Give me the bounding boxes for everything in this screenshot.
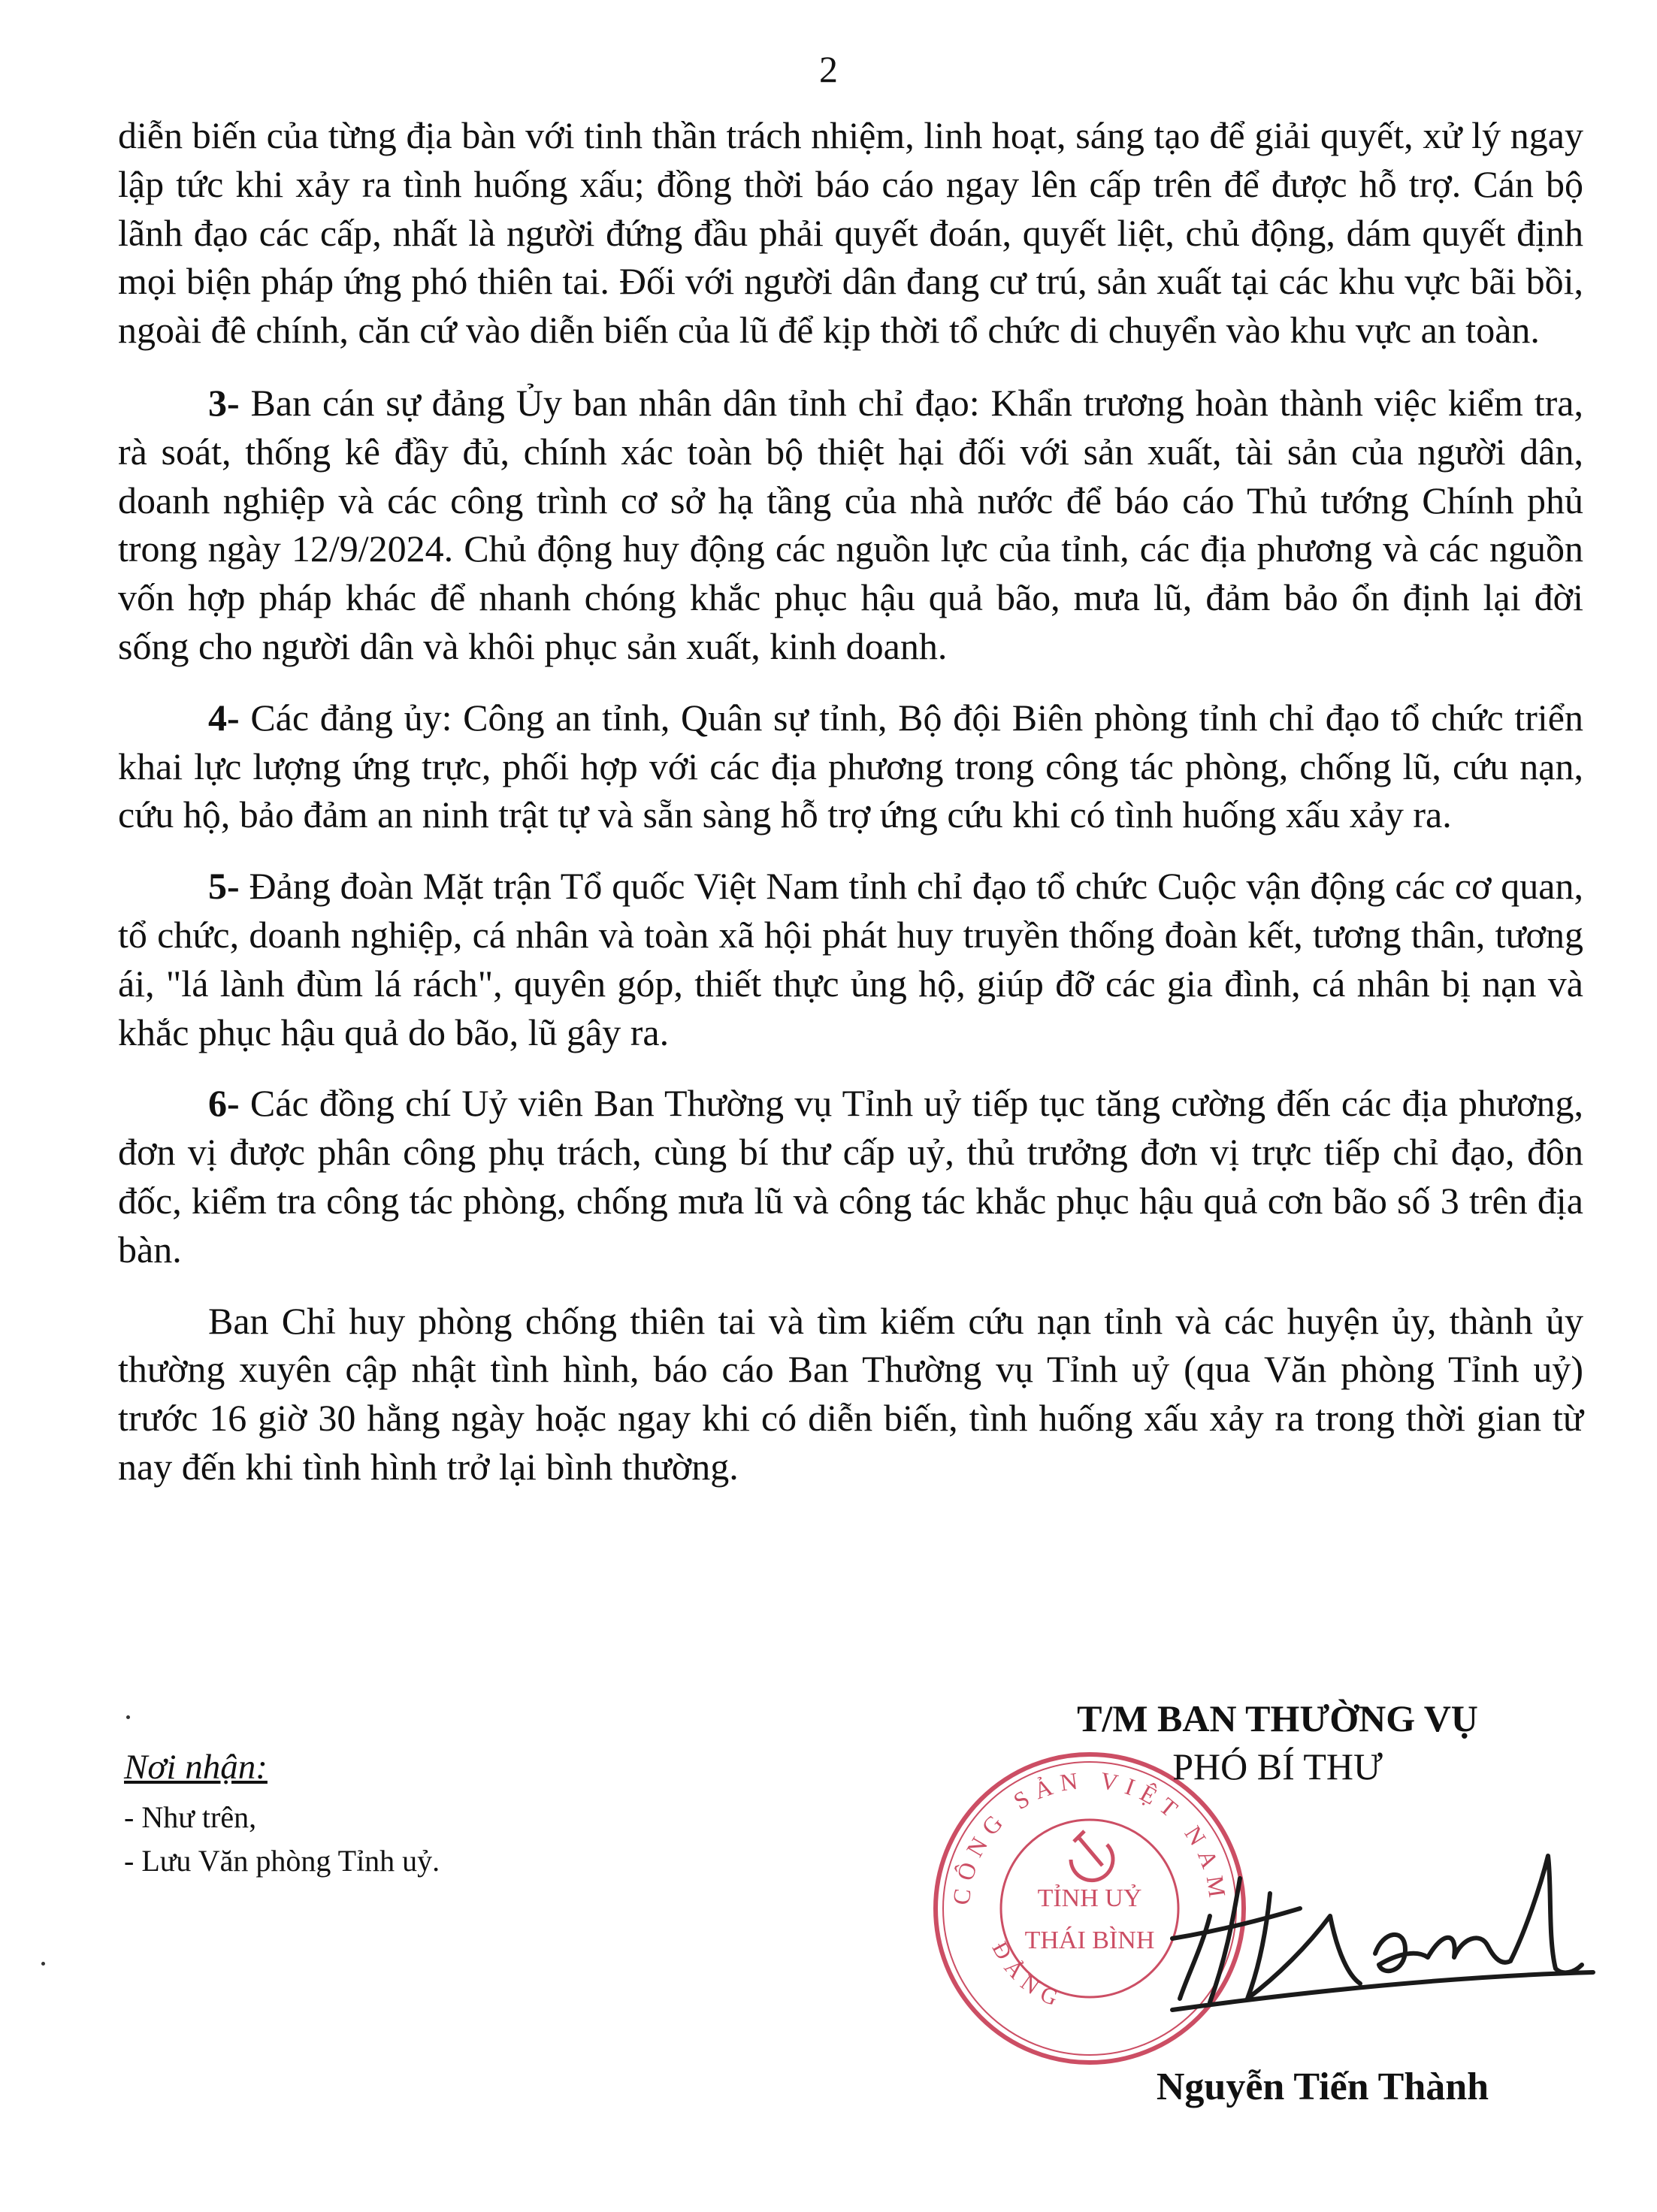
signature-block <box>962 1694 1593 1790</box>
signer-name: Nguyễn Tiến Thành <box>1156 2065 1489 2108</box>
scan-speck <box>126 1715 130 1719</box>
hammer-sickle-icon <box>1071 1831 1113 1881</box>
recipients-section <box>124 1745 440 1883</box>
document-body <box>118 111 1583 1514</box>
svg-text:ĐẢNG: ĐẢNG <box>987 1937 1069 2014</box>
item-number-6: 6- <box>208 1082 240 1125</box>
recipients-title: Nơi nhận: <box>124 1748 268 1787</box>
paragraph-item-6-text: Các đồng chí Uỷ viên Ban Thường vụ Tỉnh uỷ tiếp tục tăng cường đến các địa phương, đơn vị được phân công phụ trách, cùng bí thư cấp uỷ, thủ trưởng đơn vị trực tiếp chỉ đạo, đôn đốc, kiểm tra công tác phòng, chống mưa lũ và công tác khắc phục hậu quả cơn bão số 3 trên địa bàn. <box>118 1082 1583 1271</box>
paragraph-item-4-text: Các đảng ủy: Công an tỉnh, Quân sự tỉnh, Bộ đội Biên phòng tỉnh chỉ đạo tổ chức triển khai lực lượng ứng trực, phối hợp với các địa phương trong công tác phòng, chống lũ, cứu nạn, cứu hộ, bảo đảm an ninh trật tự và sẵn sàng hỗ trợ ứng cứu khi có tình huống xấu xảy ra. <box>118 696 1583 836</box>
item-number-5: 5- <box>208 865 240 908</box>
paragraph-item-3 <box>118 379 1583 671</box>
scan-speck <box>41 1962 45 1966</box>
handwritten-signature <box>1157 1826 1608 2021</box>
recipient-item: - Như trên, <box>124 1800 257 1834</box>
paragraph-item-3-text: Ban cán sự đảng Ủy ban nhân dân tỉnh chỉ đạo: Khẩn trương hoàn thành việc kiểm tra, rà soát, thống kê đầy đủ, chính xác toàn bộ thiệt hại đối với sản xuất, tài sản của người dân, doanh nghiệp và các công trình cơ sở hạ tầng của nhà nước để báo cáo Thủ tướng Chính phủ trong ngày 12/9/2024. Chủ động huy động các nguồn lực của tỉnh, các địa phương và các nguồn vốn hợp pháp khác để nhanh chóng khắc phục hậu quả bão, mưa lũ, đảm bảo ổn định lại đời sống cho người dân và khôi phục sản xuất, kinh doanh. <box>118 381 1583 667</box>
signer-title: PHÓ BÍ THƯ <box>1172 1745 1383 1787</box>
svg-text:CÔNG SẢN VIỆT NAM: CÔNG SẢN VIỆT NAM <box>947 1766 1232 1907</box>
svg-text:THÁI BÌNH: THÁI BÌNH <box>1024 1926 1155 1954</box>
recipient-item: - Lưu Văn phòng Tỉnh uỷ. <box>124 1844 440 1878</box>
paragraph-item-4 <box>118 694 1583 839</box>
paragraph-item-5-text: Đảng đoàn Mặt trận Tổ quốc Việt Nam tỉnh chỉ đạo tổ chức Cuộc vận động các cơ quan, tổ chức, doanh nghiệp, cá nhân và toàn xã hội phát huy truyền thống đoàn kết, tương thân, tương ái, "lá lành đùm lá rách", quyên góp, thiết thực ủng hộ, giúp đỡ các gia đình, cá nhân bị nạn và khắc phục hậu quả do bão, lũ gây ra. <box>118 865 1583 1053</box>
signer-organization: T/M BAN THƯỜNG VỤ <box>1077 1697 1478 1739</box>
item-number-4: 4- <box>208 696 240 739</box>
paragraph-item-6 <box>118 1079 1583 1274</box>
page-number: 2 <box>819 48 838 90</box>
paragraph-item-5 <box>118 862 1583 1056</box>
paragraph-continuation: diễn biến của từng địa bàn với tinh thần trách nhiệm, linh hoạt, sáng tạo để giải quyết, xử lý ngay lập tức khi xảy ra tình huống xấu; đồng thời báo cáo ngay lên cấp trên để được hỗ trợ. Cán bộ lãnh đạo các cấp, nhất là người đứng đầu phải quyết đoán, quyết liệt, chủ động, dám quyết định mọi biện pháp ứng phó thiên tai. Đối với người dân đang cư trú, sản xuất tại các khu vực bãi bồi, ngoài đê chính, căn cứ vào diễn biến của lũ để kịp thời tổ chức di chuyển vào khu vực an toàn. <box>118 114 1583 352</box>
item-number-3: 3- <box>208 381 240 424</box>
svg-text:TỈNH UỶ: TỈNH UỶ <box>1037 1884 1142 1912</box>
paragraph-reporting: Ban Chỉ huy phòng chống thiên tai và tìm kiếm cứu nạn tỉnh và các huyện ủy, thành ủy thường xuyên cập nhật tình hình, báo cáo Ban Thường vụ Tỉnh uỷ (qua Văn phòng Tỉnh uỷ) trước 16 giờ 30 hằng ngày hoặc ngay khi có diễn biến, tình huống xấu xảy ra trong thời gian từ nay đến khi tình hình trở lại bình thường. <box>118 1299 1583 1488</box>
